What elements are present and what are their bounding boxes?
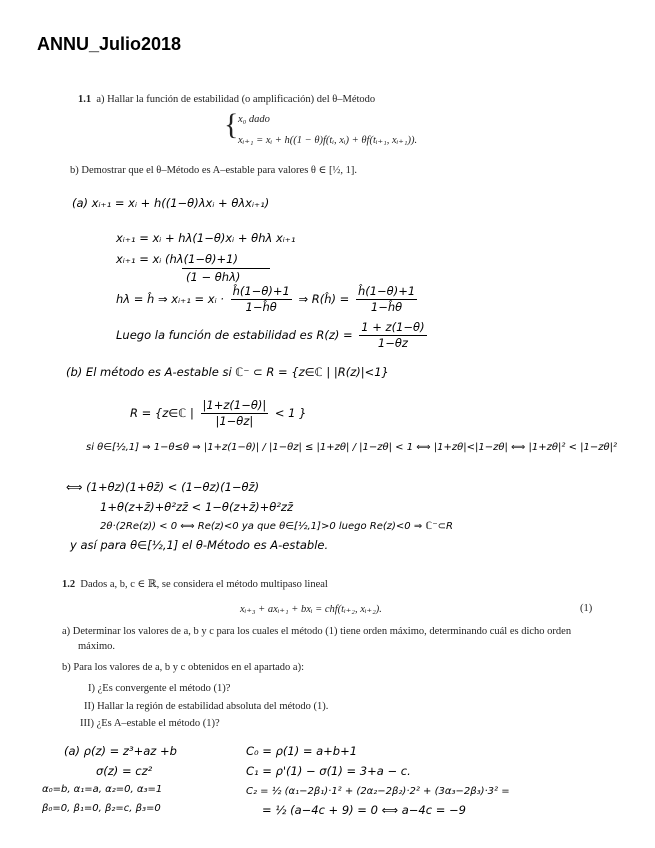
problem-1-2-part-b: b) Para los valores de a, b y c obtenidos en el apartado a): [62, 662, 304, 673]
hw-line: C₁ = ρ'(1) − σ(1) = 3+a − c. [246, 764, 411, 778]
system-line-1: x₀ dado [238, 114, 270, 125]
hw-line: α₀=b, α₁=a, α₂=0, α₃=1 [42, 784, 163, 795]
question-iii: III) ¿Es A–estable el método (1)? [80, 718, 220, 729]
problem-1-2-part-a: a) Determinar los valores de a, b y c para los cuales el método (1) tiene orden máximo, determinando cuál es dicho orden [62, 626, 572, 637]
hw-line: (1 − θhλ) [186, 270, 241, 284]
fraction [201, 398, 269, 429]
fraction-denominator: |1−θz| [215, 414, 254, 428]
problem-1-1-intro [78, 93, 375, 107]
hw-line: xᵢ₊₁ = xᵢ (hλ(1−θ)+1) [116, 252, 238, 266]
hw-line [116, 320, 430, 351]
fraction-numerator: ĥ(1−θ)+1 [232, 284, 290, 298]
fraction-denominator: 1−ĥθ [370, 300, 403, 314]
hw-line: y así para θ∈[½,1] el θ-Método es A-estable. [70, 538, 329, 552]
hw-line: C₂ = ½ (α₁−2β₁)·1² + (2α₂−2β₂)·2² + (3α₃−2β₃)·3² = [246, 786, 510, 797]
problem-number: 1.2 [62, 579, 76, 590]
question-ii: II) Hallar la región de estabilidad absoluta del método (1). [84, 701, 329, 712]
hw-text: hλ = ĥ ⇒ xᵢ₊₁ = xᵢ · [116, 292, 224, 306]
question-i: I) ¿Es convergente el método (1)? [88, 683, 231, 694]
fraction-bar [182, 268, 270, 269]
equation-number: (1) [580, 603, 593, 614]
hw-line: 1+θ(z+z̄)+θ²zz̄ < 1−θ(z+z̄)+θ²zz̄ [100, 500, 293, 514]
problem-number: 1.1 [78, 94, 92, 105]
hw-line: 2θ·(2Re(z)) < 0 ⟺ Re(z)<0 ya que θ∈[½,1]>0 luego Re(z)<0 ⇒ ℂ⁻⊂R [100, 521, 453, 532]
problem-1-2-intro [62, 578, 328, 592]
hw-text: R = {z∈ℂ | [130, 406, 194, 420]
problem-1-1-part-b: b) Demostrar que el θ–Método es A–estable para valores θ ∈ [½, 1]. [70, 165, 357, 176]
fraction [359, 320, 426, 351]
hw-line: (a) xᵢ₊₁ = xᵢ + h((1−θ)λxᵢ + θλxᵢ₊₁) [72, 196, 270, 210]
hw-text: ⇒ R(ĥ) = [298, 292, 350, 306]
hw-line: β₀=0, β₁=0, β₂=c, β₃=0 [42, 803, 161, 814]
system-brace: { [224, 108, 239, 141]
hw-line: (a) ρ(z) = z³+az +b [64, 744, 177, 758]
problem-1-2-part-a-cont: máximo. [78, 641, 116, 652]
hw-text: Luego la función de estabilidad es R(z) = [116, 328, 353, 342]
hw-line [116, 284, 420, 315]
multistep-equation: xᵢ₊₃ + axᵢ₊₁ + bxᵢ = chf(tᵢ₊₂, xᵢ₊₂). [240, 604, 382, 615]
fraction-denominator: 1−ĥθ [245, 300, 277, 314]
hw-line: (b) El método es A-estable si ℂ⁻ ⊂ R = {z∈ℂ | |R(z)|<1} [66, 365, 389, 379]
fraction-numerator: 1 + z(1−θ) [361, 320, 425, 334]
hw-line: si θ∈[½,1] ⇒ 1−θ≤θ ⇒ |1+z(1−θ)| / |1−θz| ≤ |1+zθ| / |1−zθ| < 1 ⟺ |1+zθ|<|1−zθ| ⟺ |1+zθ|² < |1−zθ|² [86, 442, 617, 453]
hw-line [130, 398, 306, 429]
hw-line: σ(z) = cz² [96, 764, 153, 778]
hw-line: C₀ = ρ(1) = a+b+1 [246, 744, 358, 758]
fraction [356, 284, 417, 315]
fraction-numerator: ĥ(1−θ)+1 [357, 284, 416, 298]
page-title: ANNU_Julio2018 [37, 34, 182, 54]
hw-text: < 1 } [274, 406, 307, 420]
fraction [231, 284, 292, 315]
fraction-numerator: |1+z(1−θ)| [202, 398, 267, 412]
system-line-2: xᵢ₊₁ = xᵢ + h((1 − θ)f(tᵢ, xᵢ) + θf(tᵢ₊₁, xᵢ₊₁)). [238, 135, 418, 146]
fraction-denominator: 1−θz [377, 336, 408, 350]
hw-line: ⟺ (1+θz)(1+θz̄) < (1−θz)(1−θz̄) [66, 480, 260, 494]
problem-text: a) Hallar la función de estabilidad (o amplificación) del θ–Método [96, 94, 376, 105]
hw-line: xᵢ₊₁ = xᵢ + hλ(1−θ)xᵢ + θhλ xᵢ₊₁ [116, 231, 296, 245]
problem-text: Dados a, b, c ∈ ℝ, se considera el método multipaso lineal [80, 579, 328, 590]
hw-line: = ½ (a−4c + 9) = 0 ⟺ a−4c = −9 [262, 803, 466, 817]
